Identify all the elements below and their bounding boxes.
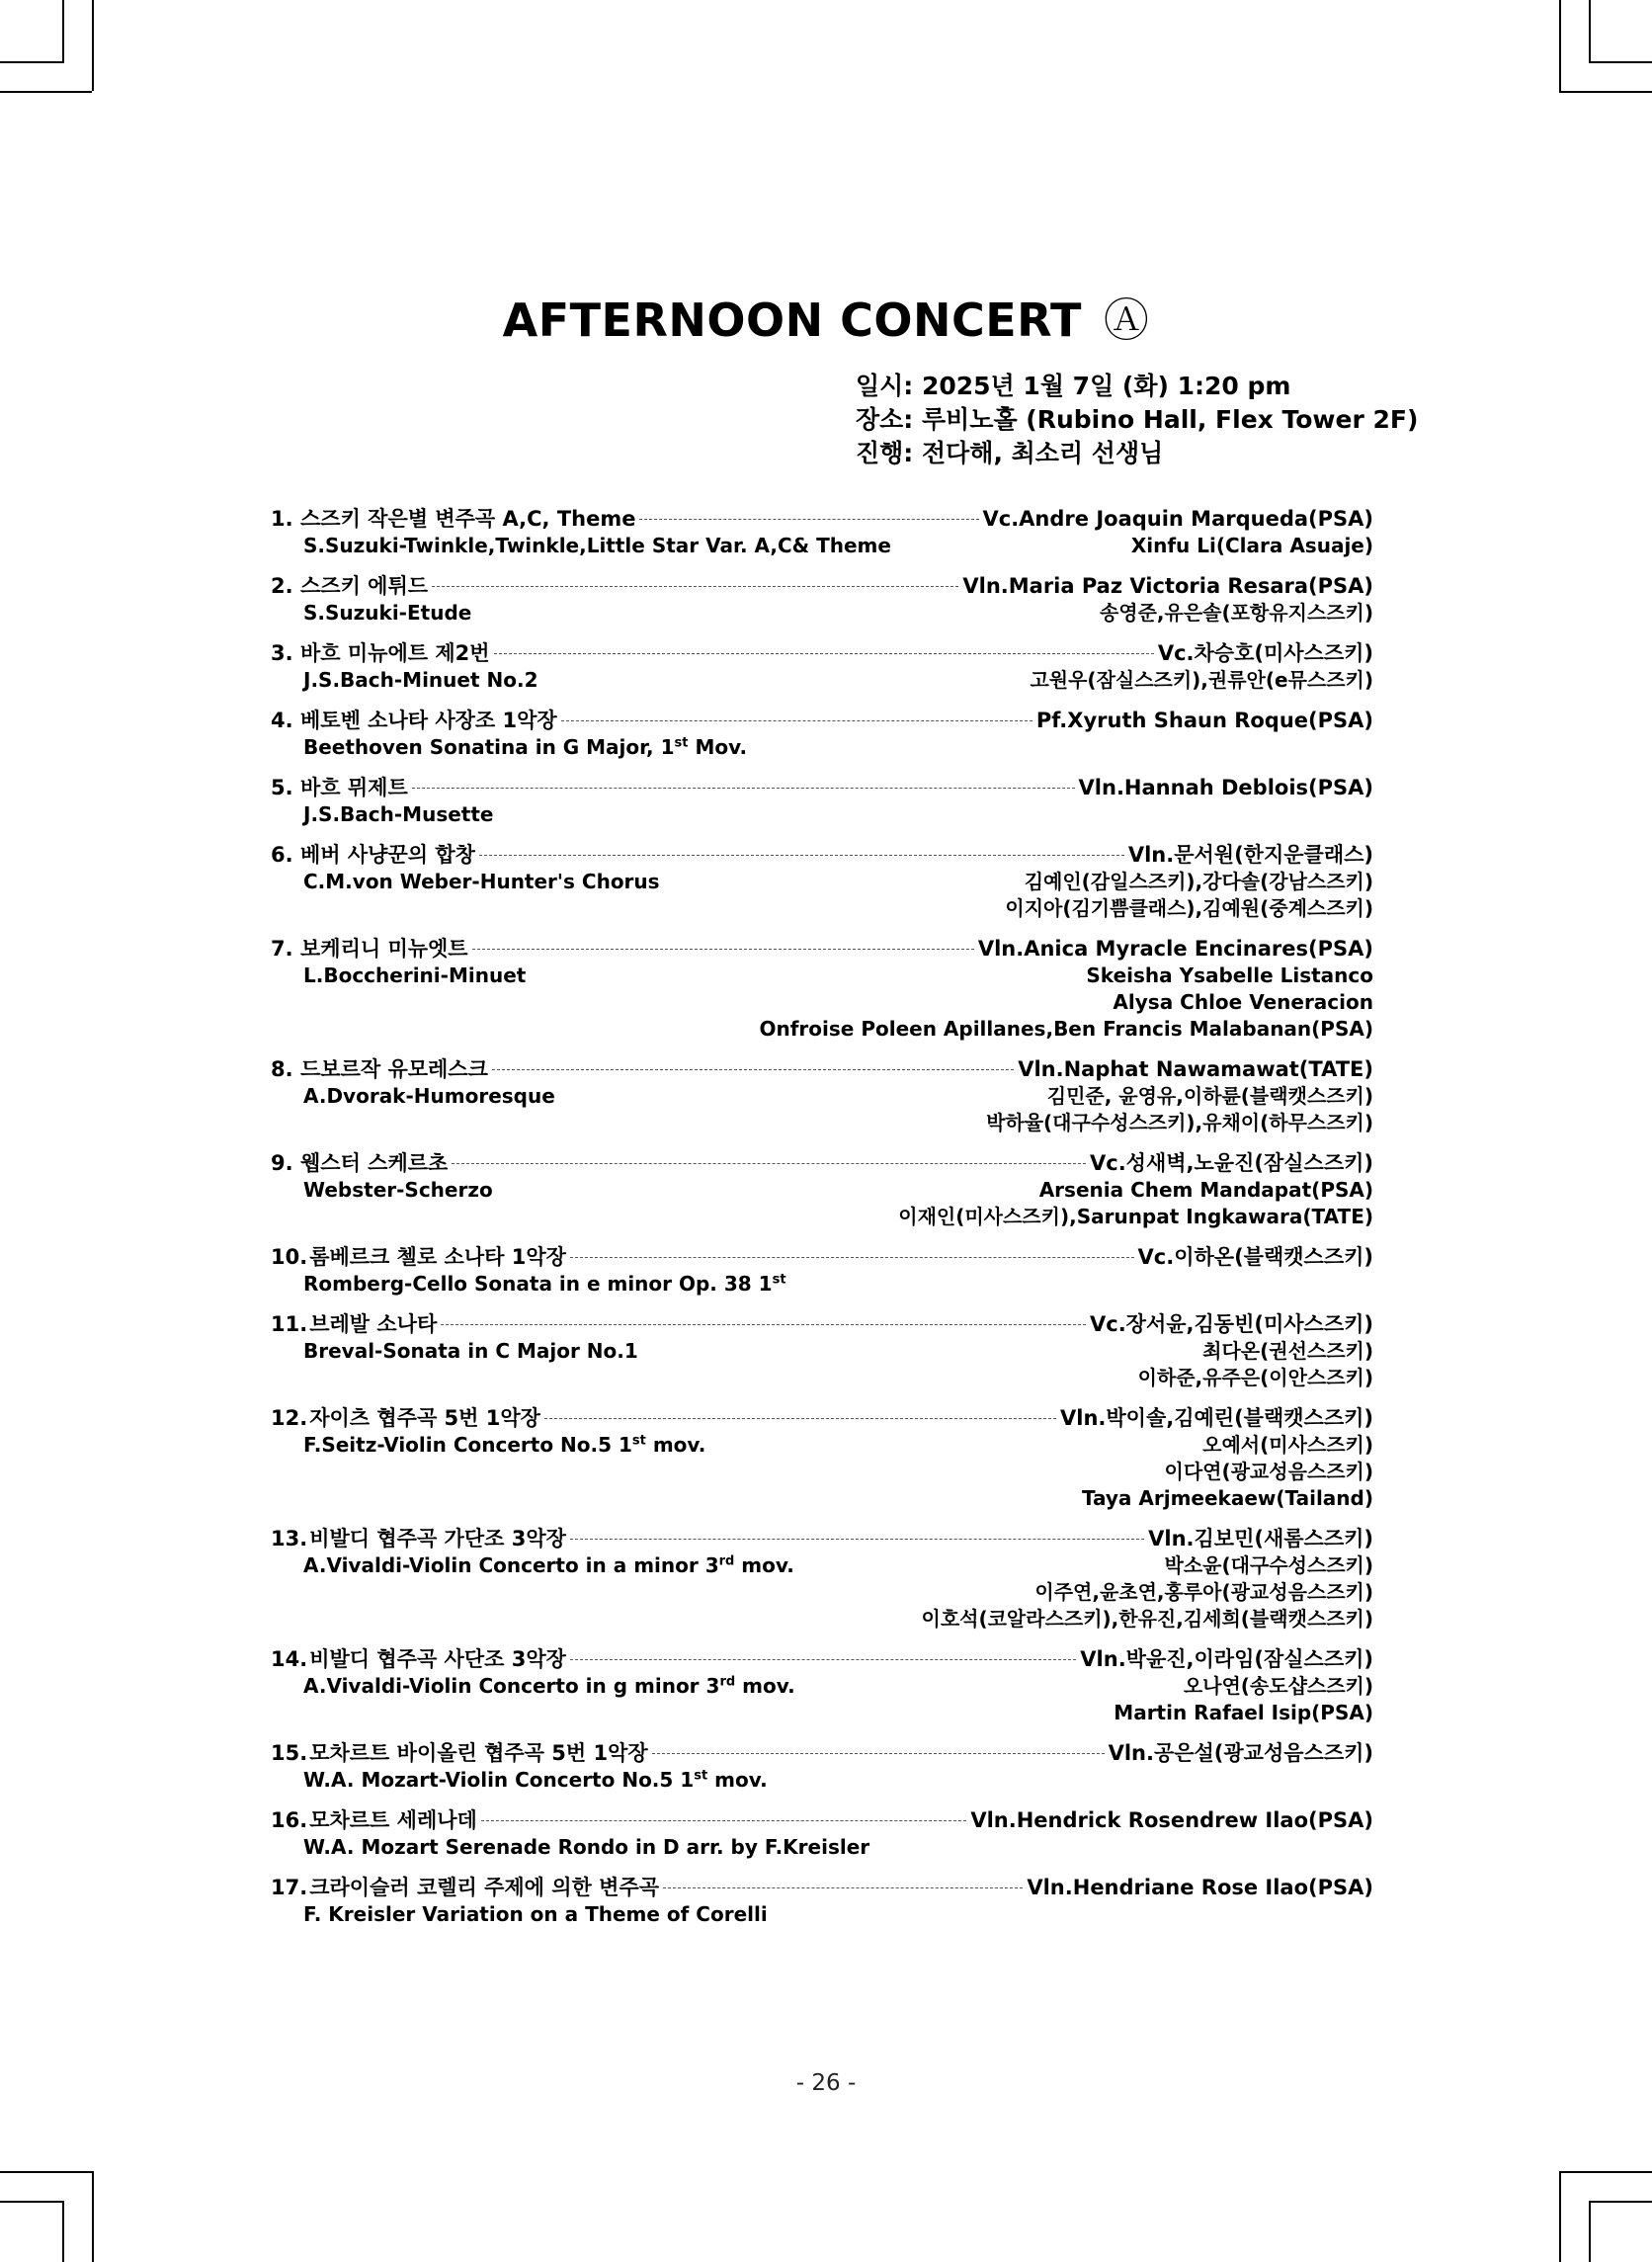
program-item bbox=[271, 1807, 1373, 1861]
piece-title-english bbox=[271, 1083, 1047, 1110]
crop-mark-top-right-v bbox=[1559, 0, 1561, 91]
piece-title-korean: 스즈키 에튀드 bbox=[300, 574, 429, 598]
piece-title-english bbox=[271, 600, 1100, 627]
crop-mark-top-right-v2 bbox=[1589, 0, 1591, 61]
piece-title-english bbox=[271, 1338, 1202, 1365]
english-title-text: C.M.von Weber-Hunter's Chorus bbox=[303, 870, 660, 893]
crop-mark-bottom-right-h bbox=[1559, 2171, 1652, 2173]
program-item bbox=[271, 936, 1373, 1043]
leader-dots bbox=[663, 1887, 1023, 1888]
english-title-text: W.A. Mozart Serenade Rondo in D arr. by F.Kreisler bbox=[303, 1835, 870, 1859]
page-number: - 26 - bbox=[795, 2070, 857, 2096]
program-item bbox=[271, 775, 1373, 828]
piece-title-english bbox=[271, 1432, 1202, 1459]
additional-performers: Alysa Chloe Veneracion bbox=[1113, 990, 1373, 1014]
ordinal-suffix: st bbox=[674, 735, 689, 751]
piece-title-korean: 롬베르크 첼로 소나타 1악장 bbox=[309, 1245, 566, 1269]
piece-title-korean: 웹스터 스케르초 bbox=[300, 1151, 449, 1175]
leader-dots bbox=[561, 720, 1032, 721]
crop-mark-bottom-left-v bbox=[92, 2171, 94, 2262]
program-item bbox=[271, 1646, 1373, 1726]
leader-dots bbox=[441, 1324, 1086, 1325]
piece-title-korean: 스즈키 작은별 변주곡 A,C, Theme bbox=[300, 507, 636, 531]
performer: Vln.Naphat Nawamawat(TATE) bbox=[1018, 1057, 1373, 1081]
program-item bbox=[271, 1875, 1373, 1928]
item-number: 15. bbox=[271, 1741, 308, 1765]
title-text: AFTERNOON CONCERT bbox=[502, 293, 1082, 347]
program-item bbox=[271, 708, 1373, 761]
crop-mark-bottom-right-v2 bbox=[1589, 2201, 1591, 2262]
english-title-text: Romberg-Cello Sonata in e minor Op. 38 1 bbox=[303, 1272, 773, 1296]
piece-title-korean: 비발디 협주곡 사단조 3악장 bbox=[309, 1647, 566, 1671]
item-number: 2. bbox=[271, 574, 293, 598]
piece-title-english bbox=[271, 1552, 1165, 1579]
english-title-tail: mov. bbox=[735, 1674, 795, 1698]
page-title bbox=[0, 285, 1652, 350]
performer: Vc.이하온(블랙캣스즈키) bbox=[1137, 1245, 1373, 1269]
piece-title-english bbox=[271, 963, 1086, 989]
piece-title-korean: 바흐 뮈제트 bbox=[300, 776, 408, 799]
leader-dots bbox=[492, 1069, 1014, 1070]
english-title-text: F.Seitz-Violin Concerto No.5 1 bbox=[303, 1433, 632, 1457]
crop-mark-top-left-h bbox=[0, 91, 92, 93]
program-item bbox=[271, 573, 1373, 627]
english-title-text: W.A. Mozart-Violin Concerto No.5 1 bbox=[303, 1768, 695, 1792]
piece-title-english bbox=[271, 1177, 1039, 1204]
piece-title-korean: 크라이슬러 코렐리 주제에 의한 변주곡 bbox=[309, 1876, 660, 1899]
co-performers: Arsenia Chem Mandapat(PSA) bbox=[1038, 1178, 1373, 1202]
performer: Vln.Anica Myracle Encinares(PSA) bbox=[977, 937, 1373, 961]
info-venue: 장소: 루비노홀 (Rubino Hall, Flex Tower 2F) bbox=[856, 405, 1419, 434]
item-number: 14. bbox=[271, 1647, 308, 1671]
program-item bbox=[271, 1056, 1373, 1136]
english-title-text: Beethoven Sonatina in G Major, 1 bbox=[303, 735, 675, 759]
crop-mark-top-right-h2 bbox=[1589, 61, 1652, 63]
item-number: 12. bbox=[271, 1406, 308, 1430]
item-number: 10. bbox=[271, 1245, 308, 1269]
item-number: 4. bbox=[271, 709, 293, 732]
program-item bbox=[271, 1526, 1373, 1633]
leader-dots bbox=[570, 1257, 1134, 1258]
co-performers: 오예서(미사스즈키) bbox=[1202, 1433, 1373, 1457]
program-item bbox=[271, 1311, 1373, 1391]
crop-mark-top-right-h bbox=[1559, 91, 1652, 93]
piece-title-english bbox=[271, 1271, 1373, 1298]
english-title-tail: Mov. bbox=[688, 735, 748, 759]
leader-dots bbox=[494, 653, 1154, 654]
piece-title-english bbox=[271, 533, 1131, 559]
leader-dots bbox=[481, 1820, 967, 1821]
additional-performers: 이지아(김기쁨클래스),김예원(중계스즈키) bbox=[1005, 896, 1373, 920]
program-item bbox=[271, 842, 1373, 922]
crop-mark-bottom-left-h2 bbox=[0, 2201, 64, 2203]
piece-title-korean: 모차르트 세레나데 bbox=[309, 1808, 477, 1832]
concert-info bbox=[856, 370, 1418, 470]
piece-title-korean: 비발디 협주곡 가단조 3악장 bbox=[309, 1527, 566, 1550]
performer: Vln.문서원(한지운클래스) bbox=[1127, 843, 1373, 867]
piece-title-korean: 브레발 소나타 bbox=[309, 1312, 438, 1336]
additional-performers: 이재인(미사스즈키),Sarunpat Ingkawara(TATE) bbox=[898, 1205, 1373, 1228]
ordinal-suffix: st bbox=[694, 1768, 708, 1784]
english-title-tail: mov. bbox=[734, 1553, 794, 1577]
performer: Vln.Hendrick Rosendrew Ilao(PSA) bbox=[970, 1808, 1373, 1832]
leader-dots bbox=[479, 855, 1124, 856]
leader-dots bbox=[544, 1418, 1056, 1419]
leader-dots bbox=[472, 949, 974, 950]
item-number: 7. bbox=[271, 937, 293, 961]
performer: Vc.성새벽,노윤진(잠실스즈키) bbox=[1090, 1151, 1373, 1175]
performer: Vln.공은설(광교성음스즈키) bbox=[1108, 1741, 1373, 1765]
english-title-text: S.Suzuki-Etude bbox=[303, 601, 472, 625]
co-performers: 최다온(권선스즈키) bbox=[1202, 1339, 1373, 1363]
item-number: 17. bbox=[271, 1876, 308, 1899]
leader-dots bbox=[570, 1539, 1144, 1540]
co-performers: 박소윤(대구수성스즈키) bbox=[1164, 1553, 1373, 1577]
item-number: 5. bbox=[271, 776, 293, 799]
ordinal-suffix: st bbox=[631, 1433, 646, 1449]
english-title-text: S.Suzuki-Twinkle,Twinkle,Little Star Var. A,C& Theme bbox=[303, 534, 891, 557]
piece-title-english bbox=[271, 1767, 1373, 1794]
co-performers: 김민준, 윤영유,이하륜(블랙캣스즈키) bbox=[1046, 1084, 1373, 1108]
additional-performers: 이주연,윤초연,홍루아(광교성음스즈키) bbox=[1034, 1580, 1373, 1604]
crop-mark-bottom-right-v bbox=[1559, 2171, 1561, 2262]
english-title-text: A.Vivaldi-Violin Concerto in g minor 3 bbox=[303, 1674, 720, 1698]
crop-mark-bottom-left-v2 bbox=[62, 2201, 64, 2262]
item-number: 6. bbox=[271, 843, 293, 867]
english-title-tail: mov. bbox=[645, 1433, 706, 1457]
leader-dots bbox=[452, 1163, 1086, 1164]
performer: Vln.Hannah Deblois(PSA) bbox=[1078, 776, 1373, 799]
piece-title-english bbox=[271, 1673, 1184, 1700]
english-title-text: A.Dvorak-Humoresque bbox=[303, 1084, 555, 1108]
item-number: 1. bbox=[271, 507, 293, 531]
english-title-text: F. Kreisler Variation on a Theme of Corelli bbox=[303, 1902, 768, 1926]
piece-title-korean: 바흐 미뉴에트 제2번 bbox=[300, 641, 490, 665]
co-performers: Xinfu Li(Clara Asuaje) bbox=[1130, 534, 1373, 557]
additional-performers: Martin Rafael Isip(PSA) bbox=[1114, 1701, 1373, 1724]
program-item bbox=[271, 640, 1373, 694]
piece-title-english bbox=[271, 667, 1030, 694]
co-performers: Skeisha Ysabelle Listanco bbox=[1086, 963, 1373, 987]
leader-dots bbox=[432, 586, 958, 587]
info-host: 진행: 전다해, 최소리 선생님 bbox=[856, 439, 1164, 467]
leader-dots bbox=[652, 1753, 1105, 1754]
performer: Pf.Xyruth Shaun Roque(PSA) bbox=[1035, 709, 1373, 732]
piece-title-english bbox=[271, 1901, 1373, 1928]
performer: Vln.Maria Paz Victoria Resara(PSA) bbox=[962, 574, 1373, 598]
leader-dots bbox=[639, 519, 978, 520]
ordinal-suffix: rd bbox=[719, 1674, 736, 1690]
co-performers: 송영준,유은솔(포항유지스즈키) bbox=[1099, 601, 1373, 625]
performer: Vln.박윤진,이라임(잠실스즈키) bbox=[1080, 1647, 1373, 1671]
co-performers: 김예인(감일스즈키),강다솔(강남스즈키) bbox=[1024, 870, 1373, 893]
item-number: 16. bbox=[271, 1808, 308, 1832]
english-title-text: A.Vivaldi-Violin Concerto in a minor 3 bbox=[303, 1553, 719, 1577]
additional-performers: 이호석(코알라스즈키),한유진,김세희(블랙캣스즈키) bbox=[921, 1607, 1373, 1631]
performer: Vc.차승호(미사스즈키) bbox=[1157, 641, 1373, 665]
additional-performers: Taya Arjmeekaew(Tailand) bbox=[1081, 1486, 1373, 1510]
performer: Vln.김보민(새롬스즈키) bbox=[1148, 1527, 1373, 1550]
piece-title-korean: 모차르트 바이올린 협주곡 5번 1악장 bbox=[309, 1741, 648, 1765]
english-title-text: L.Boccherini-Minuet bbox=[303, 963, 527, 987]
piece-title-korean: 자이츠 협주곡 5번 1악장 bbox=[309, 1406, 540, 1430]
program-item bbox=[271, 506, 1373, 559]
program-item bbox=[271, 1244, 1373, 1298]
item-number: 11. bbox=[271, 1312, 308, 1336]
performer: Vln.박이솔,김예린(블랙캣스즈키) bbox=[1060, 1406, 1373, 1430]
co-performers: 고원우(잠실스즈키),권류안(e뮤스즈키) bbox=[1030, 668, 1373, 692]
program-item bbox=[271, 1405, 1373, 1512]
leader-dots bbox=[412, 788, 1075, 789]
performer: Vc.장서윤,김동빈(미사스즈키) bbox=[1090, 1312, 1373, 1336]
crop-mark-bottom-left-h bbox=[0, 2171, 92, 2173]
crop-mark-top-left-v bbox=[92, 0, 94, 91]
english-title-text: J.S.Bach-Minuet No.2 bbox=[303, 668, 538, 692]
item-number: 9. bbox=[271, 1151, 293, 1175]
additional-performers: 이다연(광교성음스즈키) bbox=[1164, 1460, 1373, 1483]
program-item bbox=[271, 1740, 1373, 1794]
crop-mark-top-left-v2 bbox=[62, 0, 64, 61]
program-list bbox=[271, 506, 1373, 1942]
leader-dots bbox=[570, 1659, 1076, 1660]
english-title-tail: mov. bbox=[707, 1768, 768, 1792]
english-title-text: J.S.Bach-Musette bbox=[303, 802, 494, 826]
piece-title-korean: 보케리니 미뉴엣트 bbox=[300, 937, 468, 961]
piece-title-korean: 드보르작 유모레스크 bbox=[300, 1057, 488, 1081]
performer: Vc.Andre Joaquin Marqueda(PSA) bbox=[982, 507, 1373, 531]
piece-title-korean: 베버 사냥꾼의 합창 bbox=[300, 843, 475, 867]
circled-a-mark: Ⓐ bbox=[1103, 293, 1150, 347]
crop-mark-top-left-h2 bbox=[0, 61, 64, 63]
item-number: 8. bbox=[271, 1057, 293, 1081]
item-number: 13. bbox=[271, 1527, 308, 1550]
english-title-text: Webster-Scherzo bbox=[303, 1178, 493, 1202]
program-item bbox=[271, 1150, 1373, 1230]
piece-title-english bbox=[271, 1834, 1373, 1861]
piece-title-english bbox=[271, 869, 1025, 895]
additional-performers: 박하율(대구수성스즈키),유채이(하무스즈키) bbox=[986, 1111, 1373, 1134]
co-performers: 오나연(송도샵스즈키) bbox=[1183, 1674, 1373, 1698]
ordinal-suffix: rd bbox=[718, 1553, 735, 1569]
item-number: 3. bbox=[271, 641, 293, 665]
info-date: 일시: 2025년 1월 7일 (화) 1:20 pm bbox=[856, 372, 1291, 400]
ordinal-suffix: st bbox=[772, 1272, 786, 1288]
piece-title-korean: 베토벤 소나타 사장조 1악장 bbox=[300, 709, 557, 732]
piece-title-english bbox=[271, 801, 1373, 828]
performer: Vln.Hendriane Rose Ilao(PSA) bbox=[1027, 1876, 1373, 1899]
english-title-text: Breval-Sonata in C Major No.1 bbox=[303, 1339, 638, 1363]
additional-performers: Onfroise Poleen Apillanes,Ben Francis Malabanan(PSA) bbox=[759, 1017, 1373, 1041]
piece-title-english bbox=[271, 734, 1373, 761]
crop-mark-bottom-right-h2 bbox=[1589, 2201, 1652, 2203]
additional-performers: 이하준,유주은(이안스즈키) bbox=[1137, 1366, 1373, 1389]
